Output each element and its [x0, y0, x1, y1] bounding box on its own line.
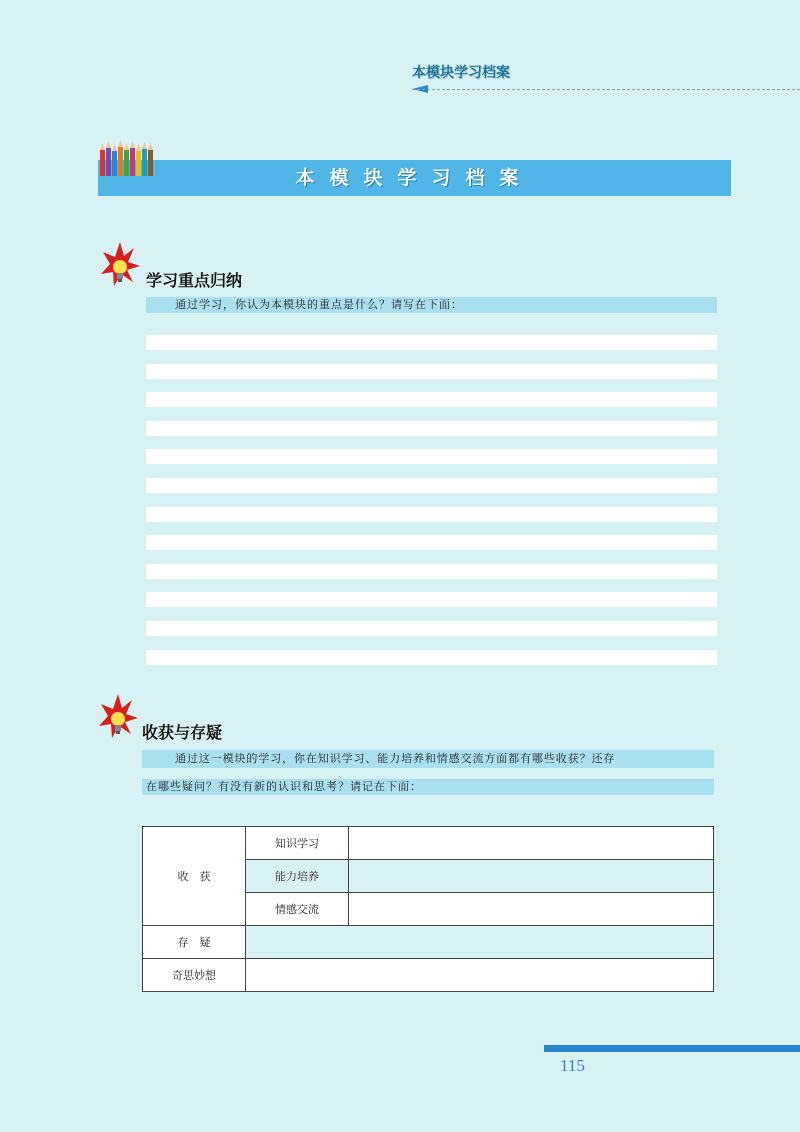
ideas-label-cell: 奇思妙想 — [143, 959, 246, 992]
emotion-label-cell: 情感交流 — [246, 893, 349, 926]
knowledge-entry-cell[interactable] — [349, 827, 714, 860]
doubt-entry-cell[interactable] — [246, 926, 714, 959]
writing-line[interactable] — [146, 449, 717, 464]
writing-line[interactable] — [146, 535, 717, 550]
prompt-text-line1: 通过这一模块的学习，你在知识学习、能力培养和情感交流方面都有哪些收获？还存 — [175, 752, 616, 765]
header-divider — [412, 89, 800, 90]
prompt-text-line2: 在哪些疑问？有没有新的认识和思考？请记在下面： — [146, 780, 422, 793]
knowledge-label-cell: 知识学习 — [246, 827, 349, 860]
ability-label-cell: 能力培养 — [246, 860, 349, 893]
doubt-label-cell: 存 疑 — [143, 926, 246, 959]
section-heading-gains-doubts: 收获与存疑 — [142, 723, 223, 742]
writing-line[interactable] — [146, 335, 717, 350]
writing-line[interactable] — [146, 478, 717, 493]
banner-title: 本模块学习档案 — [295, 167, 534, 189]
prompt-text: 通过学习，你认为本模块的重点是什么？请写在下面： — [175, 298, 463, 311]
footer-bar — [544, 1045, 800, 1052]
writing-line[interactable] — [146, 621, 717, 636]
writing-line[interactable] — [146, 421, 717, 436]
lightbulb-burst-icon — [98, 692, 138, 748]
writing-line[interactable] — [146, 650, 717, 665]
section-heading-key-points: 学习重点归纳 — [146, 271, 243, 290]
learning-record-table — [142, 826, 714, 992]
writing-line[interactable] — [146, 592, 717, 607]
emotion-entry-cell[interactable] — [349, 893, 714, 926]
lightbulb-burst-icon — [100, 240, 140, 296]
writing-line[interactable] — [146, 564, 717, 579]
writing-line[interactable] — [146, 392, 717, 407]
ability-entry-cell[interactable] — [349, 860, 714, 893]
page-number: 115 — [560, 1056, 585, 1075]
writing-line[interactable] — [146, 507, 717, 522]
ideas-entry-cell[interactable] — [246, 959, 714, 992]
running-header-title: 本模块学习档案 — [412, 65, 510, 81]
writing-line[interactable] — [146, 364, 717, 379]
gain-label-cell: 收 获 — [143, 827, 246, 926]
